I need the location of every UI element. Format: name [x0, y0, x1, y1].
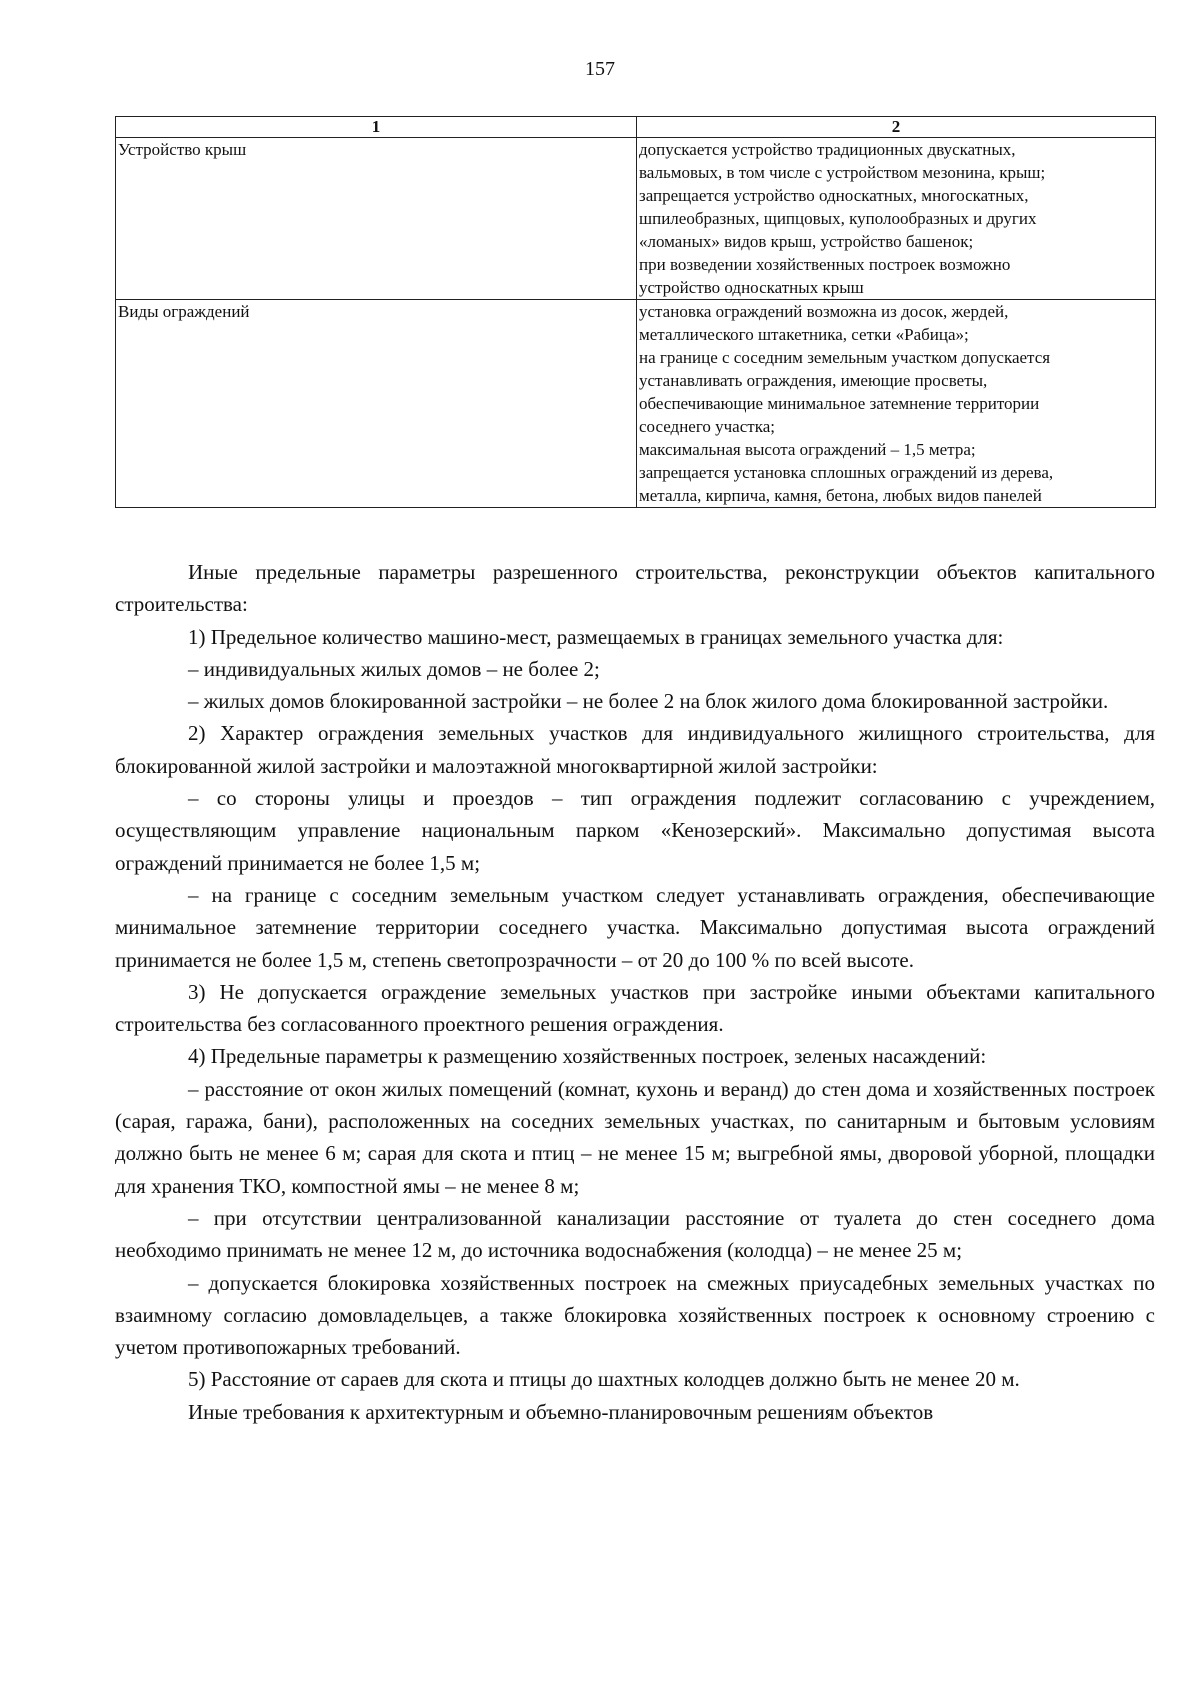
paragraph: – жилых домов блокированной застройки – не более 2 на блок жилого дома блокированной застройки. [188, 689, 1109, 714]
paragraph: – индивидуальных жилых домов – не более 2; [188, 656, 600, 681]
cell-line: установка ограждений возможна из досок, жердей, [639, 302, 1009, 321]
cell-line: на границе с соседним земельным участком допускается [639, 348, 1051, 367]
cell-line: устройство односкатных крыш [639, 278, 864, 297]
column-header-1: 1 [116, 117, 637, 138]
requirements-table [115, 116, 1156, 508]
cell-line: устанавливать ограждения, имеющие просветы, [639, 371, 988, 390]
cell-line: допускается устройство традиционных двускатных, [639, 140, 1016, 159]
paragraph: 4) Предельные параметры к размещению хозяйственных построек, зеленых насаждений: [188, 1044, 987, 1069]
page-number: 157 [585, 58, 615, 80]
paragraph: 1) Предельное количество машино-мест, размещаемых в границах земельного участка для: [188, 624, 1004, 649]
cell-line: при возведении хозяйственных построек возможно [639, 255, 1011, 274]
cell-line: металлического штакетника, сетки «Рабица»; [639, 325, 969, 344]
table-row [116, 300, 1156, 508]
paragraph: – при отсутствии централизованной канализации расстояние от туалета до стен соседнего дома необходимо принимать не менее 12 м, до источника водоснабжения (колодца) – не менее 25 м; [115, 1205, 1155, 1263]
table-row [116, 138, 1156, 300]
cell-line: максимальная высота ограждений – 1,5 метра; [639, 440, 976, 459]
cell-line: запрещается устройство односкатных, многоскатных, [639, 186, 1029, 205]
paragraph: – со стороны улицы и проездов – тип ограждения подлежит согласованию с учреждением, осуществляющим управление национальным парком «Кенозерский». Максимально допустимая высота ограждений принимается не более 1,5 м; [115, 786, 1155, 875]
row-value-fences [637, 300, 1156, 508]
paragraph: Иные предельные параметры разрешенного строительства, реконструкции объектов капитального строительства: [115, 560, 1155, 617]
row-value-roofs [637, 138, 1156, 300]
cell-line: соседнего участка; [639, 417, 775, 436]
cell-line: запрещается установка сплошных ограждений из дерева, [639, 463, 1054, 482]
column-header-2: 2 [637, 117, 1156, 138]
paragraph: 2) Характер ограждения земельных участков для индивидуального жилищного строительства, для блокированной жилой застройки и малоэтажной многоквартирной жилой застройки: [115, 721, 1155, 778]
paragraph: Иные требования к архитектурным и объемно-планировочным решениям объектов [188, 1399, 934, 1424]
row-label-roofs: Устройство крыш [116, 138, 637, 300]
cell-line: металла, кирпича, камня, бетона, любых видов панелей [639, 486, 1042, 505]
paragraph: – на границе с соседним земельным участком следует устанавливать ограждения, обеспечивающие минимальное затемнение территории соседнего участка. Максимально допустимая высота ограждений принимается не более 1,5 м, степень светопрозрачности – от 20 до 100 % по всей высоте. [115, 882, 1155, 972]
paragraph: – допускается блокировка хозяйственных построек на смежных приусадебных земельных участках по взаимному согласию домовладельцев, а также блокировка хозяйственных построек к основному строению с учетом противопожарных требований. [115, 1270, 1155, 1360]
paragraph: 3) Не допускается ограждение земельных участков при застройке иными объектами капитального строительства без согласованного проектного решения ограждения. [115, 979, 1155, 1037]
table-header-row [116, 117, 1156, 138]
document-body [115, 556, 1155, 1428]
cell-line: шпилеобразных, щипцовых, куполообразных и других [639, 209, 1037, 228]
cell-line: вальмовых, в том числе с устройством мезонина, крыш; [639, 163, 1046, 182]
cell-line: обеспечивающие минимальное затемнение территории [639, 394, 1040, 413]
cell-line: «ломаных» видов крыш, устройство башенок; [639, 232, 974, 251]
paragraph: – расстояние от окон жилых помещений (комнат, кухонь и веранд) до стен дома и хозяйственных построек (сарая, гаража, бани), расположенных на соседних земельных участках, по санитарным и бытовым условиям должно быть не менее 6 м; сарая для скота и птиц – не менее 15 м; выгребной ямы, дворовой уборной, площадки для хранения ТКО, компостной ямы – не менее 8 м; [115, 1076, 1155, 1198]
row-label-fences: Виды ограждений [116, 300, 637, 508]
paragraph: 5) Расстояние от сараев для скота и птицы до шахтных колодцев должно быть не менее 20 м. [188, 1367, 1020, 1392]
